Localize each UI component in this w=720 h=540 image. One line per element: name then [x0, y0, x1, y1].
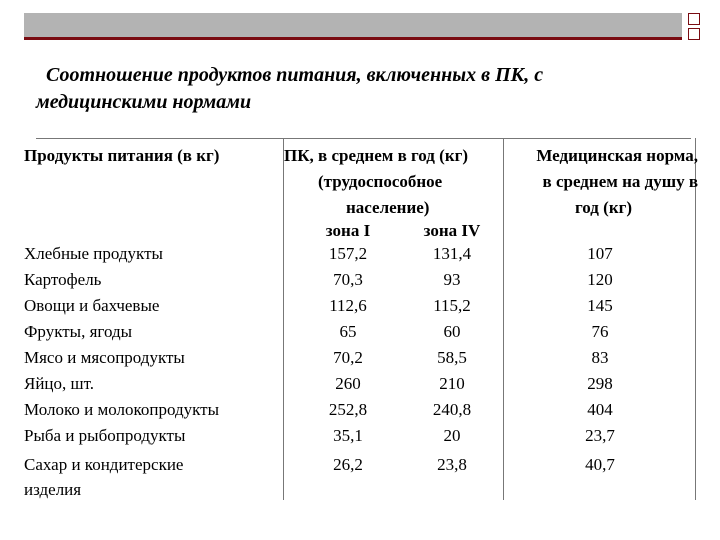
table-row-product: Рыба и рыбопродукты: [24, 426, 186, 445]
slide-corner-square-top: [688, 13, 700, 25]
table-row-norm: 83: [591, 348, 609, 367]
header-pk-line1: ПК, в среднем в год (кг): [284, 146, 468, 165]
table-row-product: Мясо и мясопродукты: [24, 348, 185, 367]
table-row-product: Молоко и молокопродукты: [24, 400, 220, 419]
table-row-norm: 40,7: [585, 455, 615, 474]
table-row-norm: 145: [587, 296, 613, 315]
table-row-zone4: 60: [443, 322, 461, 341]
table-row-zone1: 157,2: [328, 244, 368, 263]
table-row-zone4: 240,8: [432, 400, 472, 419]
header-norm-line1: Медицинская норма,: [536, 146, 698, 165]
slide-title-line1: Соотношение продуктов питания, включенных в ПК, с: [46, 64, 544, 86]
table-row-norm: 404: [587, 400, 613, 419]
table-row-product: Фрукты, ягоды: [24, 322, 133, 341]
table-row-zone1: 65: [339, 322, 357, 341]
header-products: Продукты питания (в кг): [24, 146, 220, 165]
table-top-border: [36, 138, 691, 139]
table-row-zone4: 210: [439, 374, 465, 393]
table-row-zone4: 58,5: [437, 348, 467, 367]
header-pk-line3: население): [346, 198, 430, 217]
table-row-product: Хлебные продукты: [24, 244, 163, 263]
table-row-product: Сахар и кондитерские: [24, 455, 184, 474]
table-row-zone1: 112,6: [329, 296, 367, 315]
table-row-product: Картофель: [24, 270, 102, 289]
table-row-product-line2: изделия: [24, 480, 82, 499]
table-row-norm: 76: [591, 322, 609, 341]
table-row-zone1: 26,2: [333, 455, 363, 474]
table-row-norm: 120: [587, 270, 613, 289]
slide-title: [36, 62, 686, 116]
header-norm-line2: в среднем на душу в: [542, 172, 698, 191]
table-row-product: Яйцо, шт.: [24, 374, 95, 393]
table-row-zone1: 70,3: [333, 270, 363, 289]
table-row-zone1: 70,2: [333, 348, 363, 367]
table-row-zone4: 20: [443, 426, 461, 445]
table-row-zone1: 260: [335, 374, 361, 393]
header-pk-line2: (трудоспособное: [318, 172, 443, 191]
table-row-norm: 23,7: [585, 426, 615, 445]
table-row-product: Овощи и бахчевые: [24, 296, 160, 315]
header-norm-line3: год (кг): [575, 198, 632, 217]
table-row-norm: 298: [587, 374, 613, 393]
header-zone4: зона IV: [423, 221, 481, 240]
table-row-zone4: 93: [443, 270, 461, 289]
slide-header-bar: [24, 13, 682, 40]
table-row-zone4: 131,4: [432, 244, 472, 263]
table-row-zone4: 115,2: [433, 296, 471, 315]
table-row-zone1: 35,1: [333, 426, 363, 445]
slide-title-line2: медицинскими нормами: [36, 91, 252, 113]
table-row-zone4: 23,8: [437, 455, 467, 474]
table-row-zone1: 252,8: [328, 400, 368, 419]
slide-corner-square-bottom: [688, 28, 700, 40]
table-row-norm: 107: [587, 244, 613, 263]
header-zone1: зона I: [325, 221, 371, 240]
